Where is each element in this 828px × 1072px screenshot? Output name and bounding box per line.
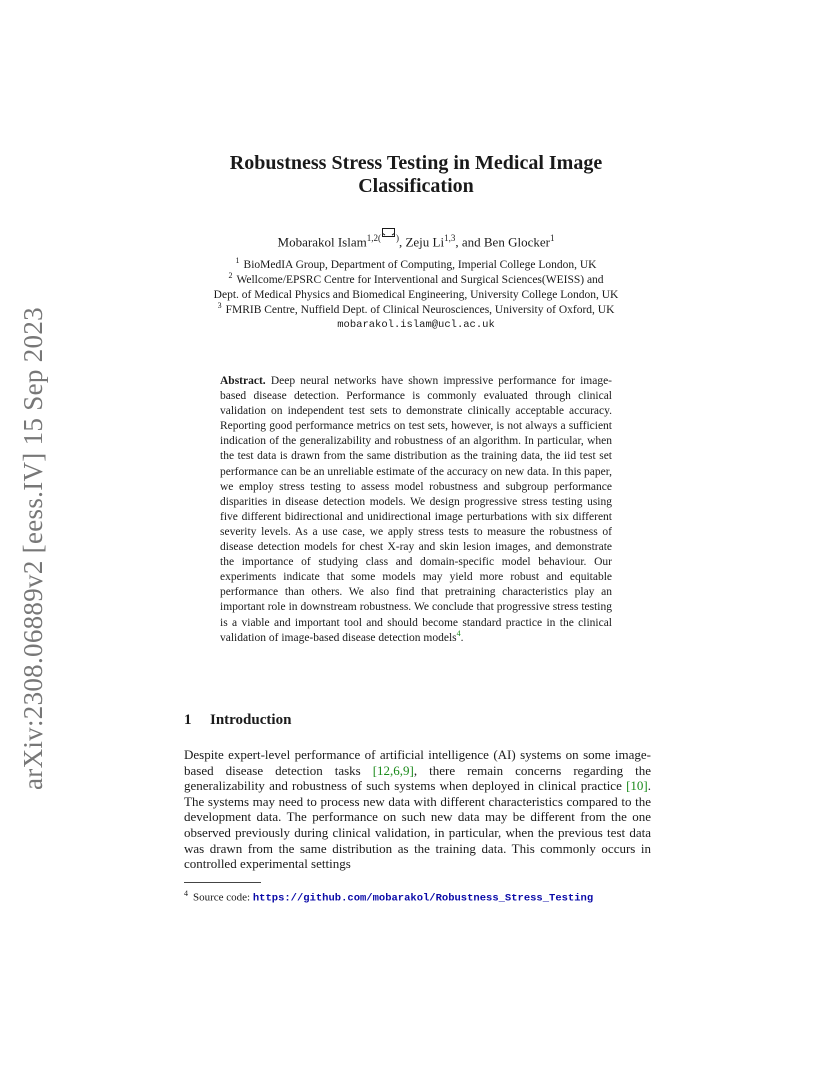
source-code-link[interactable]: https://github.com/mobarakol/Robustness_Stress_Testing <box>252 892 594 905</box>
section-title: Introduction <box>210 712 292 728</box>
envelope-icon[interactable] <box>382 228 395 237</box>
author-1: Mobarakol Islam <box>277 234 367 250</box>
author-3: , and Ben Glocker <box>455 234 550 250</box>
affiliation-2: $^2$ Wellcome/EPSRC Centre for Interventional and Surgical Sciences(WEISS) and <box>228 271 604 286</box>
abstract-text: Deep neural networks have shown impressive performance for image-based disease detection. Performance is commonly evaluated through clinical validation on independent test sets to demonstrate clinically acceptable accuracy. Reporting good performance metrics on test sets, however, is not always a sufficient indication of the generalizability and robustness of an algorithm. In particular, when the test data is drawn from the same distribution as the training data, the iid test set performance can be an unreliable estimate of the accuracy on new data. In this paper, we employ stress testing to assess model robustness and subgroup performance disparities in disease detection models. We design progressive stress testing using five different bidirectional and unidirectional image perturbations with six different severity levels. As a use case, we apply stress tests to measure the robustness of disease detection models for chest X-ray and skin lesion images, and demonstrate the importance of studying class and domain-specific model behaviour. Our experiments indicate that some models may yield more robust and equitable performance than others. We also find that pretraining characteristics play an important role in downstream robustness. We conclude that progressive stress testing is a viable and important tool and should become standard practice in the clinical validation of image-based disease detection models <box>220 375 612 644</box>
abstract-heading: Abstract. <box>220 375 266 387</box>
arxiv-identifier: arXiv:2308.06889v2 [eess.IV] 15 Sep 2023 <box>18 307 48 790</box>
author-3-affil: 1 <box>549 233 555 243</box>
footnote-4 <box>184 886 654 907</box>
footnote-rule <box>184 882 261 883</box>
abstract: Abstract. Deep neural networks have shown impressive performance for image-based disease detection. Performance is commonly evaluated through clinical validation on independent test sets to demonstrate clinically acceptable accuracy. Reporting good performance metrics on test sets, however, is not always a sufficient indication of the generalizability and robustness of an algorithm. In particular, when the test data is drawn from the same distribution as the training data, the iid test set performance can be an unreliable estimate of the accuracy on new data. In this paper, we employ stress testing to assess model robustness and subgroup performance disparities in disease detection models. We design progressive stress testing using five different bidirectional and unidirectional image perturbations with six different severity levels. As a use case, we apply stress tests to measure the robustness of disease detection models for chest X-ray and skin lesion images, and demonstrate the importance of studying class and domain-specific model behaviour. Our experiments indicate that some models may yield more robust and equitable performance than others. We also find that pretraining characteristics play an important role in downstream robustness. We conclude that progressive stress testing is a viable and important tool and should become standard practice in the clinical validation of image-based disease detection models$^4$. <box>220 375 612 644</box>
citation-link[interactable]: [12,6,9] <box>372 762 414 778</box>
author-list <box>160 228 672 251</box>
author-1-affil: 1,2( ) <box>367 233 399 243</box>
section-heading <box>184 712 291 729</box>
author-2: , Zeju Li <box>398 234 445 250</box>
author-email[interactable]: mobarakol.islam@ucl.ac.uk <box>337 319 495 331</box>
footnote-label: Source code: <box>193 891 253 904</box>
affiliation-2-cont: Dept. of Medical Physics and Biomedical Engineering, University College London, UK <box>213 289 619 301</box>
paper-title <box>160 152 672 198</box>
affiliation-3: $^3$ FMRIB Centre, Nuffield Dept. of Clinical Neurosciences, University of Oxford, UK <box>217 301 615 316</box>
title-line-1: Robustness Stress Testing in Medical Image <box>229 152 603 174</box>
footnote-ref-4[interactable]: 4 <box>456 628 461 638</box>
section-number: 1 <box>184 712 192 728</box>
citation-link[interactable]: [10] <box>626 778 648 794</box>
affiliation-1: $^1$ BioMedIA Group, Department of Computing, Imperial College London, UK <box>235 256 597 271</box>
intro-paragraph: Despite expert-level performance of artificial intelligence (AI) systems on some image-based disease detection tasks [12,6,9], there remain concerns regarding the generalizability and robustness of such systems when deployed in clinical practice [10]. The systems may need to process new data with different characteristics compared to the development data. The performance on such new data may be different from the one observed previously during clinical validation, in particular, when the previous test data was drawn from the same distribution as the training data. This commonly occurs in controlled experimental settings <box>184 747 651 872</box>
footnote-mark: 4 <box>184 889 188 898</box>
affiliations <box>150 258 682 333</box>
title-line-2: Classification <box>358 175 474 197</box>
author-2-affil: 1,3 <box>444 233 456 243</box>
